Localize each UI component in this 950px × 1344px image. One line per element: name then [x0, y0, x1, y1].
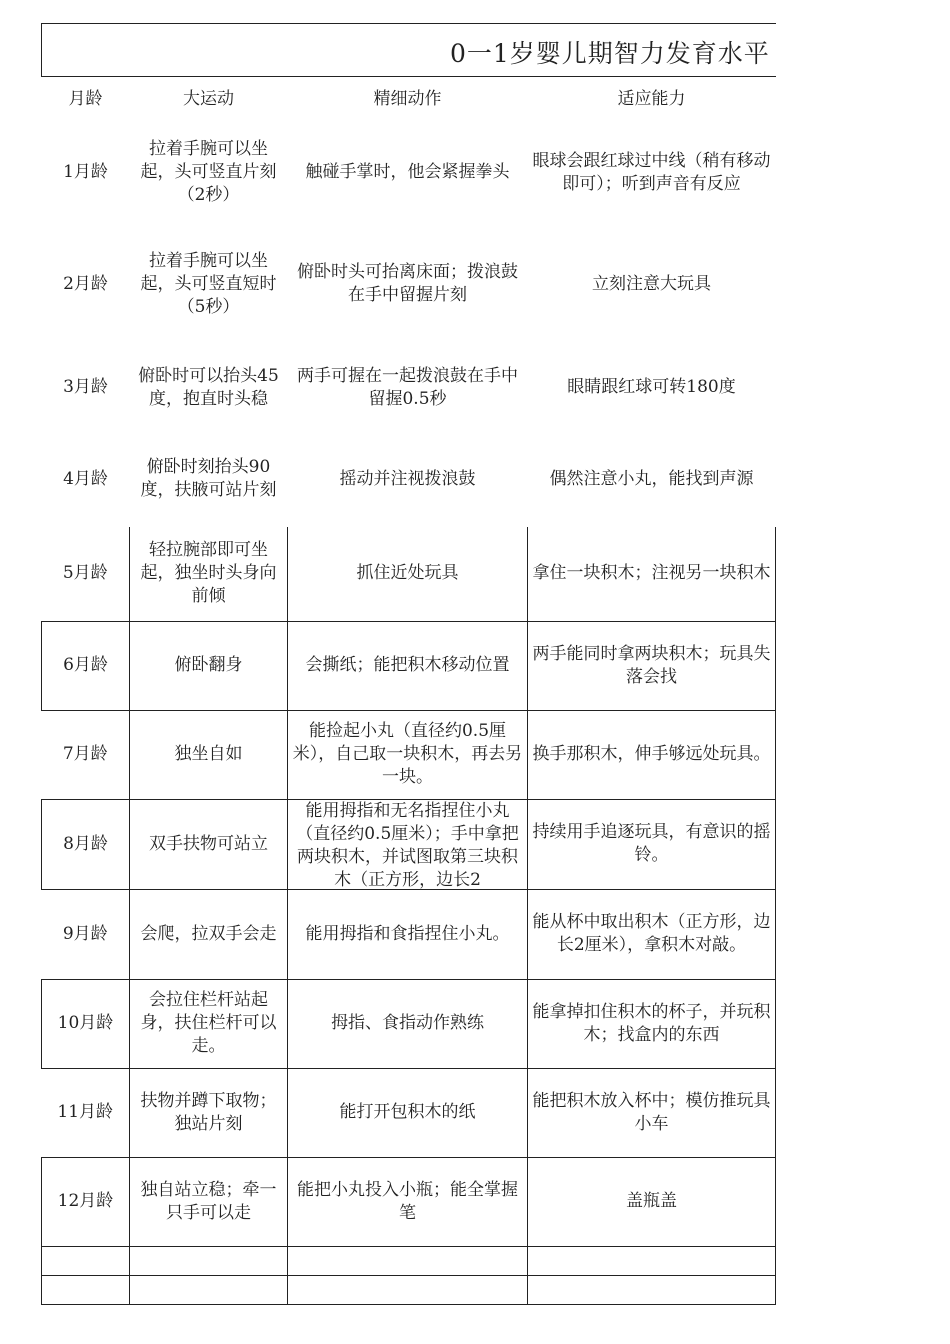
adaptive-cell: 两手能同时拿两块积木；玩具失落会找 — [528, 621, 776, 710]
month-cell: 11月龄 — [42, 1068, 130, 1157]
adaptive-cell: 能从杯中取出积木（正方形，边长2厘米），拿积木对敲。 — [528, 889, 776, 979]
gross-motor-cell: 俯卧翻身 — [130, 621, 288, 710]
fine-motor-cell: 会撕纸；能把积木移动位置 — [288, 621, 528, 710]
fine-motor-cell: 能捡起小丸（直径约0.5厘米），自己取一块积木，再去另一块。 — [288, 710, 528, 799]
fine-motor-cell: 拇指、食指动作熟练 — [288, 979, 528, 1068]
table-row — [42, 431, 776, 527]
fine-motor-text: 能用拇指和无名指捏住小丸（直径约0.5厘米）；手中拿把两块积木，并试图取第三块积木（正方形，边长2 — [296, 800, 519, 889]
gross-motor-cell: 轻拉腕部即可坐起，独坐时头身向前倾 — [130, 527, 288, 621]
empty-row — [42, 1275, 776, 1304]
fine-motor-cell: 摇动并注视拨浪鼓 — [339, 468, 476, 489]
fine-motor-cell: 抓住近处玩具 — [288, 527, 528, 621]
header-row — [42, 77, 776, 121]
empty-cell — [130, 1275, 288, 1304]
empty-row — [42, 1246, 776, 1275]
table-row — [42, 710, 776, 799]
adaptive-cell: 偶然注意小丸，能找到声源 — [549, 468, 754, 489]
table-row — [42, 121, 776, 224]
month-cell: 8月龄 — [42, 799, 130, 889]
title-cell — [41, 23, 776, 77]
month-cell: 2月龄 — [63, 273, 108, 294]
fine-motor-cell: 能用拇指和食指捏住小丸。 — [288, 889, 528, 979]
month-cell: 3月龄 — [63, 377, 108, 397]
table-row — [42, 224, 776, 344]
fine-motor-cell: 两手可握在一起拨浪鼓在手中留握0.5秒 — [297, 365, 518, 409]
adaptive-cell: 眼睛跟红球可转180度 — [567, 377, 736, 397]
gross-motor-cell: 双手扶物可站立 — [130, 799, 288, 889]
gross-motor-cell: 会爬，拉双手会走 — [130, 889, 288, 979]
development-table — [41, 77, 776, 1305]
empty-cell — [42, 1246, 130, 1275]
month-cell: 12月龄 — [42, 1157, 130, 1246]
month-cell: 10月龄 — [42, 979, 130, 1068]
month-cell: 5月龄 — [42, 527, 130, 621]
table-row — [42, 889, 776, 979]
empty-cell — [130, 1246, 288, 1275]
adaptive-cell: 换手那积木，伸手够远处玩具。 — [528, 710, 776, 799]
adaptive-cell: 能把积木放入杯中；模仿推玩具小车 — [528, 1068, 776, 1157]
fine-motor-cell: 俯卧时头可抬离床面；拨浪鼓在手中留握片刻 — [297, 262, 518, 305]
adaptive-cell: 持续用手追逐玩具，有意识的摇铃。 — [528, 799, 776, 889]
gross-motor-cell: 独坐自如 — [130, 710, 288, 799]
fine-motor-cell: 能把小丸投入小瓶；能全掌握笔 — [288, 1157, 528, 1246]
month-cell: 4月龄 — [63, 468, 108, 489]
empty-cell — [528, 1275, 776, 1304]
page-title: 0一1岁婴儿期智力发育水平 — [450, 39, 770, 68]
table-row — [42, 527, 776, 621]
adaptive-cell: 拿住一块积木；注视另一块积木 — [528, 527, 776, 621]
table-row — [42, 344, 776, 431]
gross-motor-cell: 扶物并蹲下取物；独站片刻 — [130, 1068, 288, 1157]
empty-cell — [288, 1275, 528, 1304]
gross-motor-cell: 拉着手腕可以坐起，头可竖直短时（5秒） — [140, 250, 277, 317]
fine-motor-cell: 能打开包积木的纸 — [288, 1068, 528, 1157]
header-fine-motor: 精细动作 — [373, 88, 442, 109]
gross-motor-cell: 会拉住栏杆站起身，扶住栏杆可以走。 — [130, 979, 288, 1068]
empty-cell — [42, 1275, 130, 1304]
table-row — [42, 1157, 776, 1246]
adaptive-cell: 立刻注意大玩具 — [592, 273, 711, 294]
header-gross-motor: 大运动 — [183, 88, 234, 109]
empty-cell — [528, 1246, 776, 1275]
empty-cell — [288, 1246, 528, 1275]
gross-motor-cell: 独自站立稳；牵一只手可以走 — [130, 1157, 288, 1246]
header-month: 月龄 — [68, 88, 103, 109]
header-adaptive: 适应能力 — [617, 88, 686, 109]
adaptive-cell: 能拿掉扣住积木的杯子，并玩积木；找盒内的东西 — [528, 979, 776, 1068]
month-cell: 6月龄 — [42, 621, 130, 710]
month-cell: 9月龄 — [42, 889, 130, 979]
gross-motor-cell: 拉着手腕可以坐起，头可竖直片刻（2秒） — [140, 139, 277, 205]
month-cell: 1月龄 — [63, 162, 108, 182]
gross-motor-cell: 俯卧时刻抬头90度，扶腋可站片刻 — [140, 457, 277, 500]
month-cell: 7月龄 — [42, 710, 130, 799]
fine-motor-cell — [288, 799, 528, 889]
gross-motor-cell: 俯卧时可以抬头45度，抱直时头稳 — [138, 365, 279, 409]
table-row — [42, 799, 776, 889]
fine-motor-cell: 触碰手掌时，他会紧握拳头 — [305, 162, 510, 182]
table-row — [42, 979, 776, 1068]
adaptive-cell: 盖瓶盖 — [528, 1157, 776, 1246]
table-row — [42, 621, 776, 710]
adaptive-cell: 眼球会跟红球过中线（稍有移动即可）；听到声音有反应 — [532, 150, 771, 194]
table-row — [42, 1068, 776, 1157]
